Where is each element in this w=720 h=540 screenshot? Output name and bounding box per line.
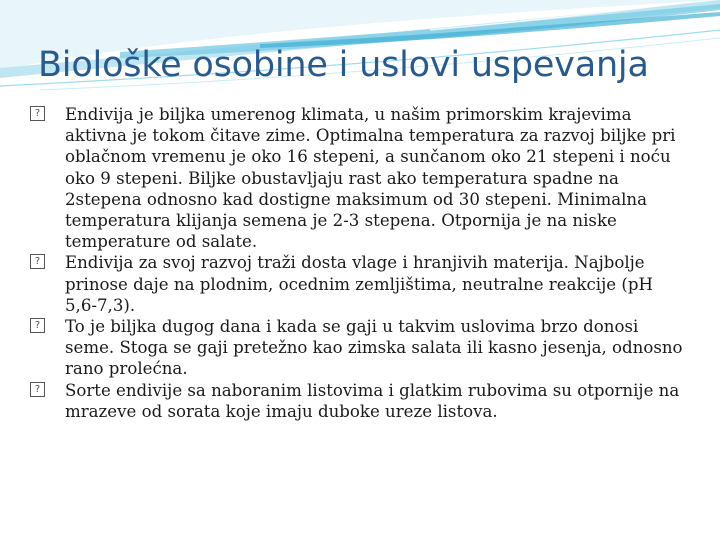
bullet-paragraph (30, 252, 690, 316)
paragraph-text: Endivija za svoj razvoj traži dosta vlage i hranjivih materija. Najbolje prinose daje na plodnim, ocednim zemljištima, neutralne reakcije (pH 5,6-7,3). (65, 253, 653, 315)
paragraph-text: Endivija je biljka umerenog klimata, u našim primorskim krajevima aktivna je tokom čitave zime. Optimalna temperatura za razvoj biljke pri oblačnom vremenu je oko 16 stepeni, a sunčanom oko 21 stepeni i noću oko 9 stepeni. Biljke obustavljaju rast ako temperatura spadne na 2stepena odnosno kad dostigne maksimum od 30 stepeni. Minimalna temperatura klijanja semena je 2-3 stepena. Otpornija je na niske temperature od salate. (65, 105, 676, 252)
bullet-paragraph (30, 104, 690, 252)
replacement-char-box-icon: ? (30, 254, 45, 269)
slide-title: Biološke osobine i uslovi uspevanja (38, 45, 649, 85)
replacement-char-box-icon: ? (30, 382, 45, 397)
paragraph-text: To je biljka dugog dana i kada se gaji u takvim uslovima brzo donosi seme. Stoga se gaji pretežno kao zimska salata ili kasno jesenja, odnosno rano prolećna. (65, 317, 683, 379)
slide-body (30, 104, 690, 422)
replacement-char-box-icon: ? (30, 318, 45, 333)
bullet-paragraph (30, 316, 690, 380)
paragraph-text: Sorte endivije sa naboranim listovima i glatkim rubovima su otpornije na mrazeve od sorata koje imaju duboke ureze listova. (65, 380, 680, 421)
bullet-paragraph (30, 380, 690, 422)
replacement-char-box-icon: ? (30, 106, 45, 121)
